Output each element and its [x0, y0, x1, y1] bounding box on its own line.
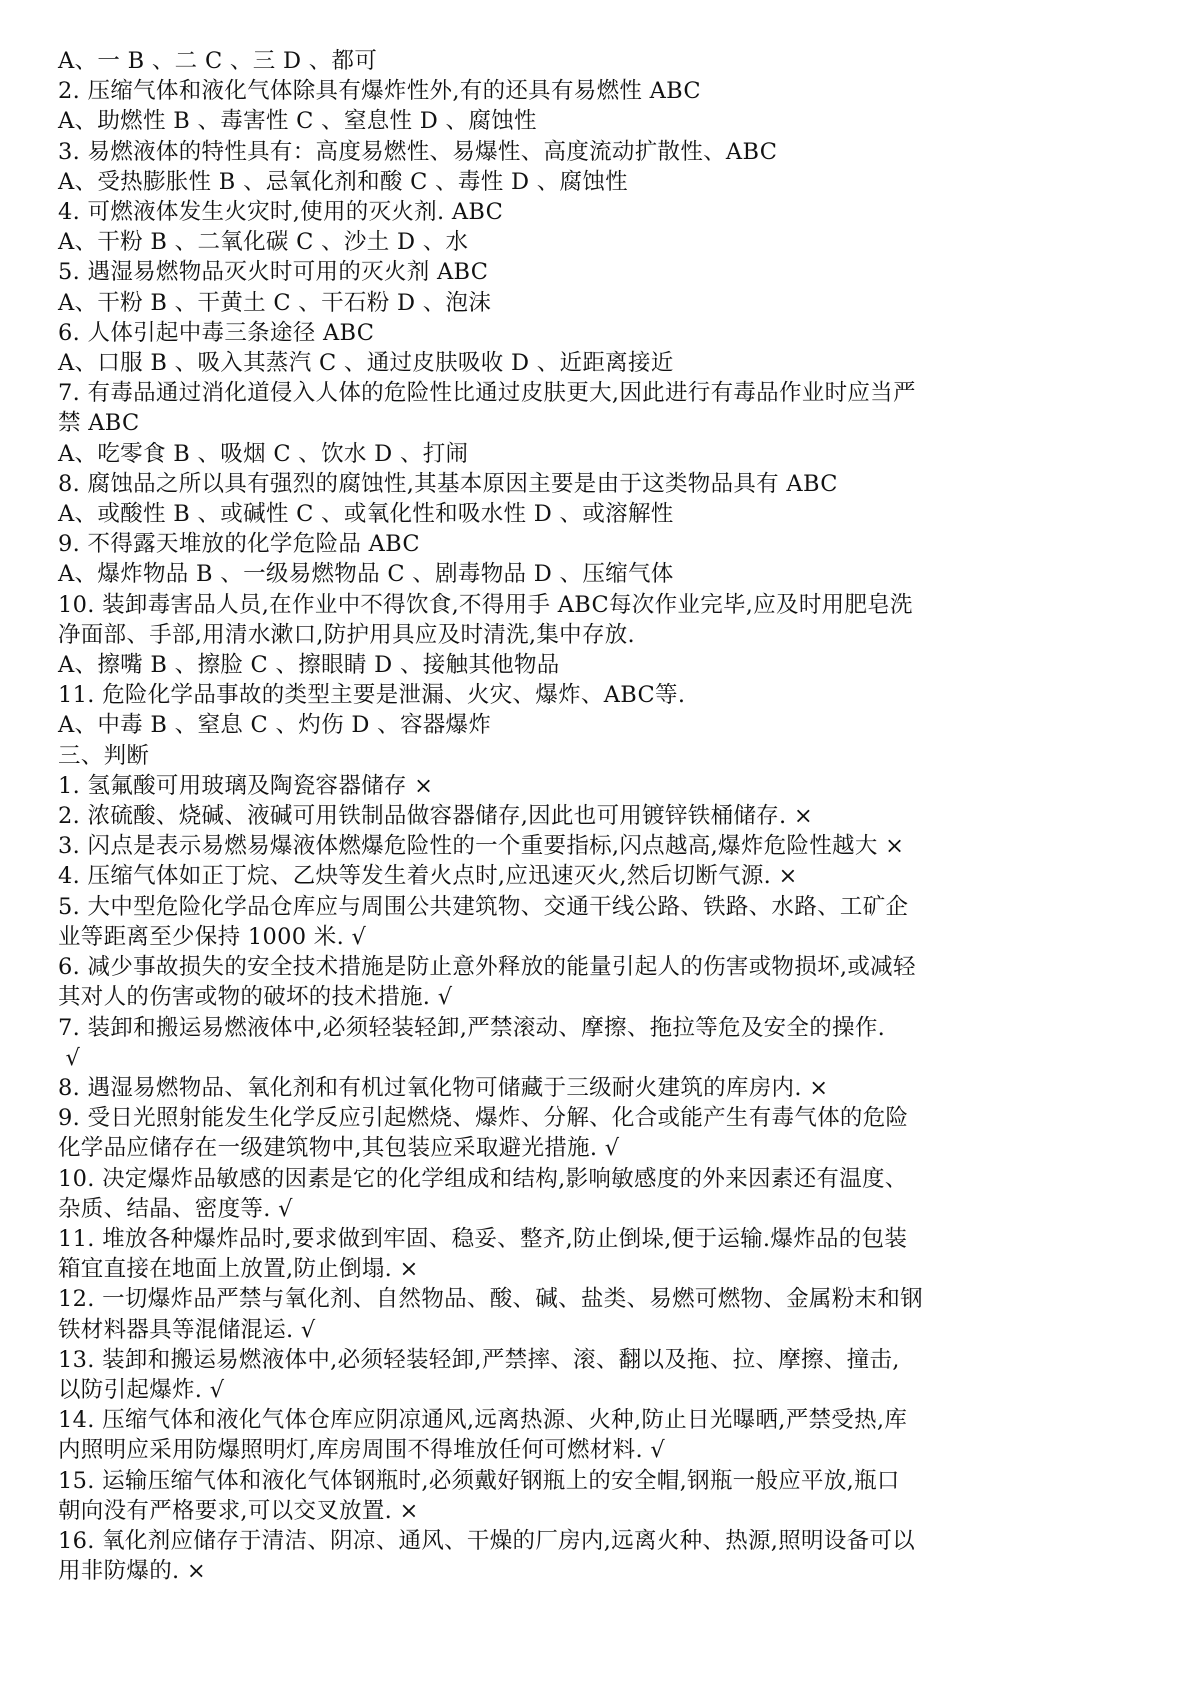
- text-line: 5. 遇湿易燃物品灭火时可用的灭火剂 ABC: [58, 259, 489, 286]
- text-line: 8. 腐蚀品之所以具有强烈的腐蚀性,其基本原因主要是由于这类物品具有 ABC: [58, 470, 838, 497]
- text-line: 5. 大中型危险化学品仓库应与周围公共建筑物、交通干线公路、铁路、水路、工矿企: [58, 893, 909, 920]
- text-line: 11. 堆放各种爆炸品时,要求做到牢固、稳妥、整齐,防止倒垛,便于运输.爆炸品的包装: [58, 1225, 908, 1252]
- text-line: 杂质、结晶、密度等. √: [58, 1195, 293, 1222]
- text-line: A、或酸性 B 、或碱性 C 、或氧化性和吸水性 D 、或溶解性: [58, 501, 674, 528]
- text-line: 铁材料器具等混储混运. √: [58, 1316, 316, 1343]
- text-line: 6. 减少事故损失的安全技术措施是防止意外释放的能量引起人的伤害或物损坏,或减轻: [58, 954, 916, 981]
- text-line: 以防引起爆炸. √: [58, 1376, 225, 1403]
- text-line: 2. 浓硫酸、烧碱、液碱可用铁制品做容器储存,因此也可用镀锌铁桶储存. ×: [58, 803, 814, 830]
- text-line: 内照明应采用防爆照明灯,库房周围不得堆放任何可燃材料. √: [58, 1437, 665, 1464]
- text-line: 1. 氢氟酸可用玻璃及陶瓷容器储存 ×: [58, 772, 434, 799]
- text-line: 6. 人体引起中毒三条途径 ABC: [58, 319, 375, 346]
- text-line: A、中毒 B 、窒息 C 、灼伤 D 、容器爆炸: [58, 712, 492, 739]
- text-line: A、口服 B 、吸入其蒸汽 C 、通过皮肤吸收 D 、近距离接近: [58, 350, 674, 377]
- text-line: 禁 ABC: [58, 410, 140, 437]
- text-line: A、助燃性 B 、毒害性 C 、窒息性 D 、腐蚀性: [58, 108, 537, 135]
- text-line: 16. 氧化剂应储存于清洁、阴凉、通风、干燥的厂房内,远离火种、热源,照明设备可以: [58, 1527, 916, 1554]
- text-line: 化学品应储存在一级建筑物中,其包装应采取避光措施. √: [58, 1135, 620, 1162]
- text-line: A、爆炸物品 B 、一级易燃物品 C 、剧毒物品 D 、压缩气体: [58, 561, 674, 588]
- text-line: 12. 一切爆炸品严禁与氧化剂、自然物品、酸、碱、盐类、易燃可燃物、金属粉末和钢: [58, 1286, 923, 1313]
- text-line: 4. 压缩气体如正丁烷、乙炔等发生着火点时,应迅速灭火,然后切断气源. ×: [58, 863, 798, 890]
- text-line: 10. 决定爆炸品敏感的因素是它的化学组成和结构,影响敏感度的外来因素还有温度、: [58, 1165, 908, 1192]
- text-line: 业等距离至少保持 1000 米. √: [58, 923, 367, 950]
- text-line: 3. 闪点是表示易燃易爆液体燃爆危险性的一个重要指标,闪点越高,爆炸危险性越大 ×: [58, 833, 905, 860]
- text-line: 4. 可燃液体发生火灾时,使用的灭火剂. ABC: [58, 199, 504, 226]
- text-line: 其对人的伤害或物的破坏的技术措施. √: [58, 984, 453, 1011]
- text-line: 10. 装卸毒害品人员,在作业中不得饮食,不得用手 ABC每次作业完毕,应及时用肥皂洗: [58, 591, 913, 618]
- text-line: 14. 压缩气体和液化气体仓库应阴凉通风,远离热源、火种,防止日光曝晒,严禁受热,库: [58, 1407, 908, 1434]
- text-line: 3. 易燃液体的特性具有：高度易燃性、易爆性、高度流动扩散性、ABC: [58, 138, 778, 165]
- text-line: A、干粉 B 、干黄土 C 、干石粉 D 、泡沫: [58, 289, 492, 316]
- text-line: 2. 压缩气体和液化气体除具有爆炸性外,有的还具有易燃性 ABC: [58, 78, 701, 105]
- text-line: 净面部、手部,用清水漱口,防护用具应及时清洗,集中存放.: [58, 621, 636, 648]
- text-line: 15. 运输压缩气体和液化气体钢瓶时,必须戴好钢瓶上的安全帽,钢瓶一般应平放,瓶口: [58, 1467, 900, 1494]
- text-line: 7. 有毒品通过消化道侵入人体的危险性比通过皮肤更大,因此进行有毒品作业时应当严: [58, 380, 916, 407]
- document-page: [58, 46, 1138, 1586]
- text-line: A、吃零食 B 、吸烟 C 、饮水 D 、打闹: [58, 440, 469, 467]
- text-line: 13. 装卸和搬运易燃液体中,必须轻装轻卸,严禁摔、滚、翻以及拖、拉、摩擦、撞击,: [58, 1346, 900, 1373]
- text-line: A、受热膨胀性 B 、忌氧化剂和酸 C 、毒性 D 、腐蚀性: [58, 168, 628, 195]
- text-line: 用非防爆的. ×: [58, 1558, 207, 1585]
- text-line: A、干粉 B 、二氧化碳 C 、沙土 D 、水: [58, 229, 469, 256]
- text-line: 9. 不得露天堆放的化学危险品 ABC: [58, 531, 420, 558]
- text-line: 8. 遇湿易燃物品、氧化剂和有机过氧化物可储藏于三级耐火建筑的库房内. ×: [58, 1074, 829, 1101]
- text-line: 7. 装卸和搬运易燃液体中,必须轻装轻卸,严禁滚动、摩擦、拖拉等危及安全的操作.: [58, 1014, 886, 1041]
- section-heading: 三、判断: [58, 742, 150, 769]
- text-line: A、擦嘴 B 、擦脸 C 、擦眼睛 D 、接触其他物品: [58, 652, 560, 679]
- text-line: 11. 危险化学品事故的类型主要是泄漏、火灾、爆炸、ABC等.: [58, 682, 686, 709]
- text-line: 9. 受日光照射能发生化学反应引起燃烧、爆炸、分解、化合或能产生有毒气体的危险: [58, 1105, 909, 1132]
- text-line: 朝向没有严格要求,可以交叉放置. ×: [58, 1497, 419, 1524]
- text-line: A、一 B 、二 C 、三 D 、都可: [58, 48, 378, 74]
- text-line: 箱宜直接在地面上放置,防止倒塌. ×: [58, 1256, 419, 1283]
- text-line: √: [58, 1044, 81, 1071]
